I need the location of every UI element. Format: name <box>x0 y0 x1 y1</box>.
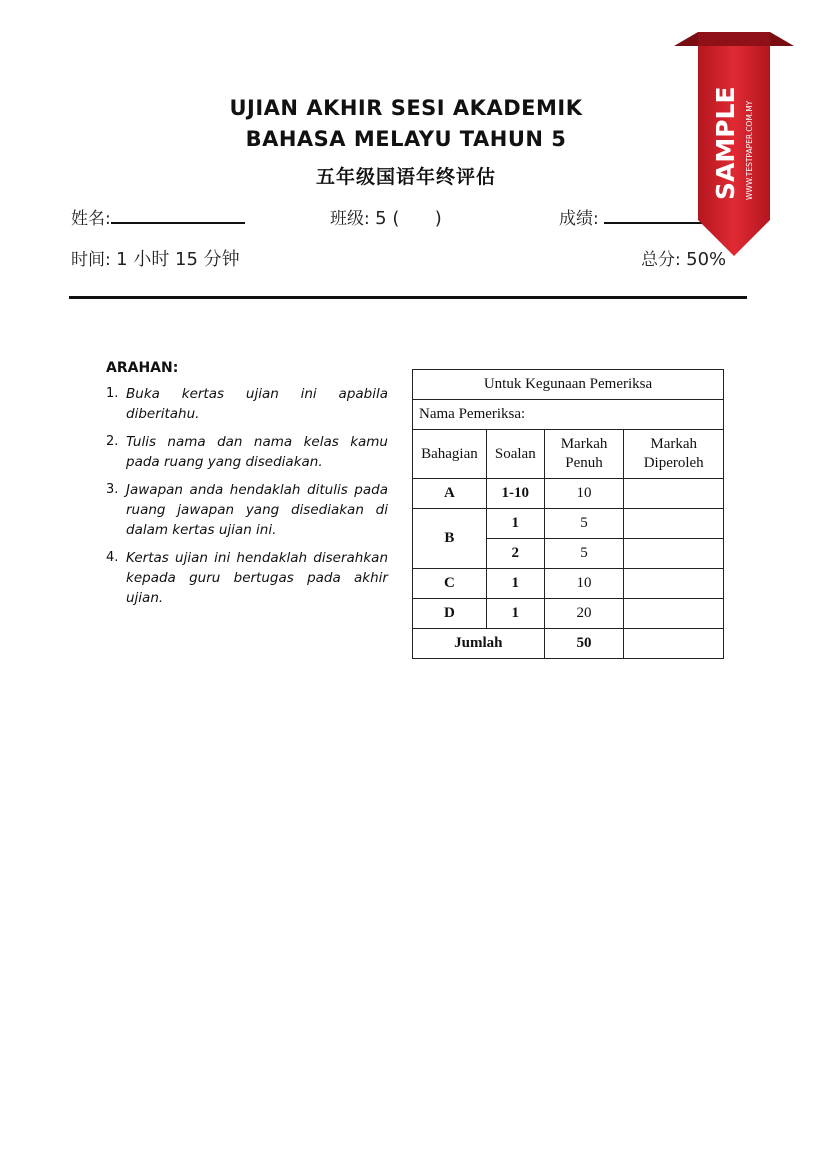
total-value-cell: 50 <box>544 629 624 659</box>
bahagian-cell: A <box>413 479 487 509</box>
grade-label: 成绩: <box>559 209 599 229</box>
table-row <box>413 569 724 599</box>
bahagian-cell: D <box>413 599 487 629</box>
table-total-row <box>413 629 724 659</box>
markah-penuh-cell: 20 <box>544 599 624 629</box>
class-field <box>330 204 442 229</box>
header-markah-penuh: Markah Penuh <box>544 430 624 479</box>
instruction-number: 3. <box>106 482 119 497</box>
markah-diperoleh-cell <box>624 479 724 509</box>
table-row <box>413 509 724 539</box>
instruction-item <box>106 384 388 424</box>
ribbon-fold-right <box>770 32 794 46</box>
instruction-text: Buka kertas ujian ini apabila diberitahu. <box>126 386 388 422</box>
instructions-list <box>106 384 388 616</box>
markah-penuh-cell: 5 <box>544 539 624 569</box>
markah-penuh-cell: 5 <box>544 509 624 539</box>
markah-diperoleh-cell <box>624 599 724 629</box>
ribbon-top <box>698 32 770 46</box>
instruction-item <box>106 432 388 472</box>
class-label: 班级: <box>330 209 370 229</box>
header-bahagian: Bahagian <box>413 430 487 479</box>
markah-penuh-cell: 10 <box>544 479 624 509</box>
exam-subject: BAHASA MELAYU TAHUN 5 <box>245 127 567 151</box>
soalan-cell: 2 <box>486 539 544 569</box>
total-label-cell: Jumlah <box>413 629 545 659</box>
instruction-item <box>106 480 388 540</box>
header-markah-diperoleh: Markah Diperoleh <box>624 430 724 479</box>
name-field <box>71 204 245 229</box>
instruction-number: 2. <box>106 434 119 449</box>
table-row <box>413 599 724 629</box>
markah-diperoleh-cell <box>624 509 724 539</box>
instruction-number: 4. <box>106 550 119 565</box>
markah-penuh-cell: 10 <box>544 569 624 599</box>
table-title-row <box>413 370 724 400</box>
table-row <box>413 479 724 509</box>
soalan-cell: 1 <box>486 599 544 629</box>
ribbon-fold-left <box>674 32 698 46</box>
total-value: 50% <box>686 249 727 270</box>
markah-diperoleh-cell <box>624 569 724 599</box>
ribbon-sample-text: SAMPLE <box>711 86 740 200</box>
exam-subject-chinese: 五年级国语年终评估 <box>315 166 496 188</box>
bahagian-cell: C <box>413 569 487 599</box>
class-close: ) <box>434 208 442 229</box>
bahagian-cell: B <box>413 509 487 569</box>
examiner-row <box>413 400 724 430</box>
name-label: 姓名: <box>71 209 111 229</box>
time-label: 时间: <box>71 250 111 270</box>
time-value: 1 小时 15 分钟 <box>116 249 240 270</box>
header-soalan: Soalan <box>486 430 544 479</box>
exam-title: UJIAN AKHIR SESI AKADEMIK <box>229 96 583 120</box>
table-title: Untuk Kegunaan Pemeriksa <box>413 370 724 400</box>
examiner-table <box>412 369 724 659</box>
examiner-label: Nama Pemeriksa: <box>413 400 724 430</box>
soalan-cell: 1 <box>486 509 544 539</box>
total-obtained-cell <box>624 629 724 659</box>
total-label: 总分: <box>641 250 681 270</box>
instruction-text: Tulis nama dan nama kelas kamu pada ruang yang disediakan. <box>126 434 388 470</box>
time-field <box>71 245 240 271</box>
instruction-number: 1. <box>106 386 119 401</box>
soalan-cell: 1 <box>486 569 544 599</box>
class-value: 5 ( <box>375 208 400 229</box>
sample-ribbon <box>674 30 794 270</box>
markah-diperoleh-cell <box>624 539 724 569</box>
soalan-cell: 1-10 <box>486 479 544 509</box>
table-header-row <box>413 430 724 479</box>
instruction-text: Jawapan anda hendaklah ditulis pada ruang jawapan yang disediakan di dalam kertas ujian ini. <box>126 482 388 538</box>
instruction-item <box>106 548 388 608</box>
instructions-heading: ARAHAN: <box>106 360 179 376</box>
header-divider <box>69 296 747 299</box>
name-blank <box>111 222 245 224</box>
instruction-text: Kertas ujian ini hendaklah diserahkan kepada guru bertugas pada akhir ujian. <box>126 550 388 606</box>
ribbon-site-text: WWW.TESTPAPER.COM.MY <box>745 100 754 200</box>
